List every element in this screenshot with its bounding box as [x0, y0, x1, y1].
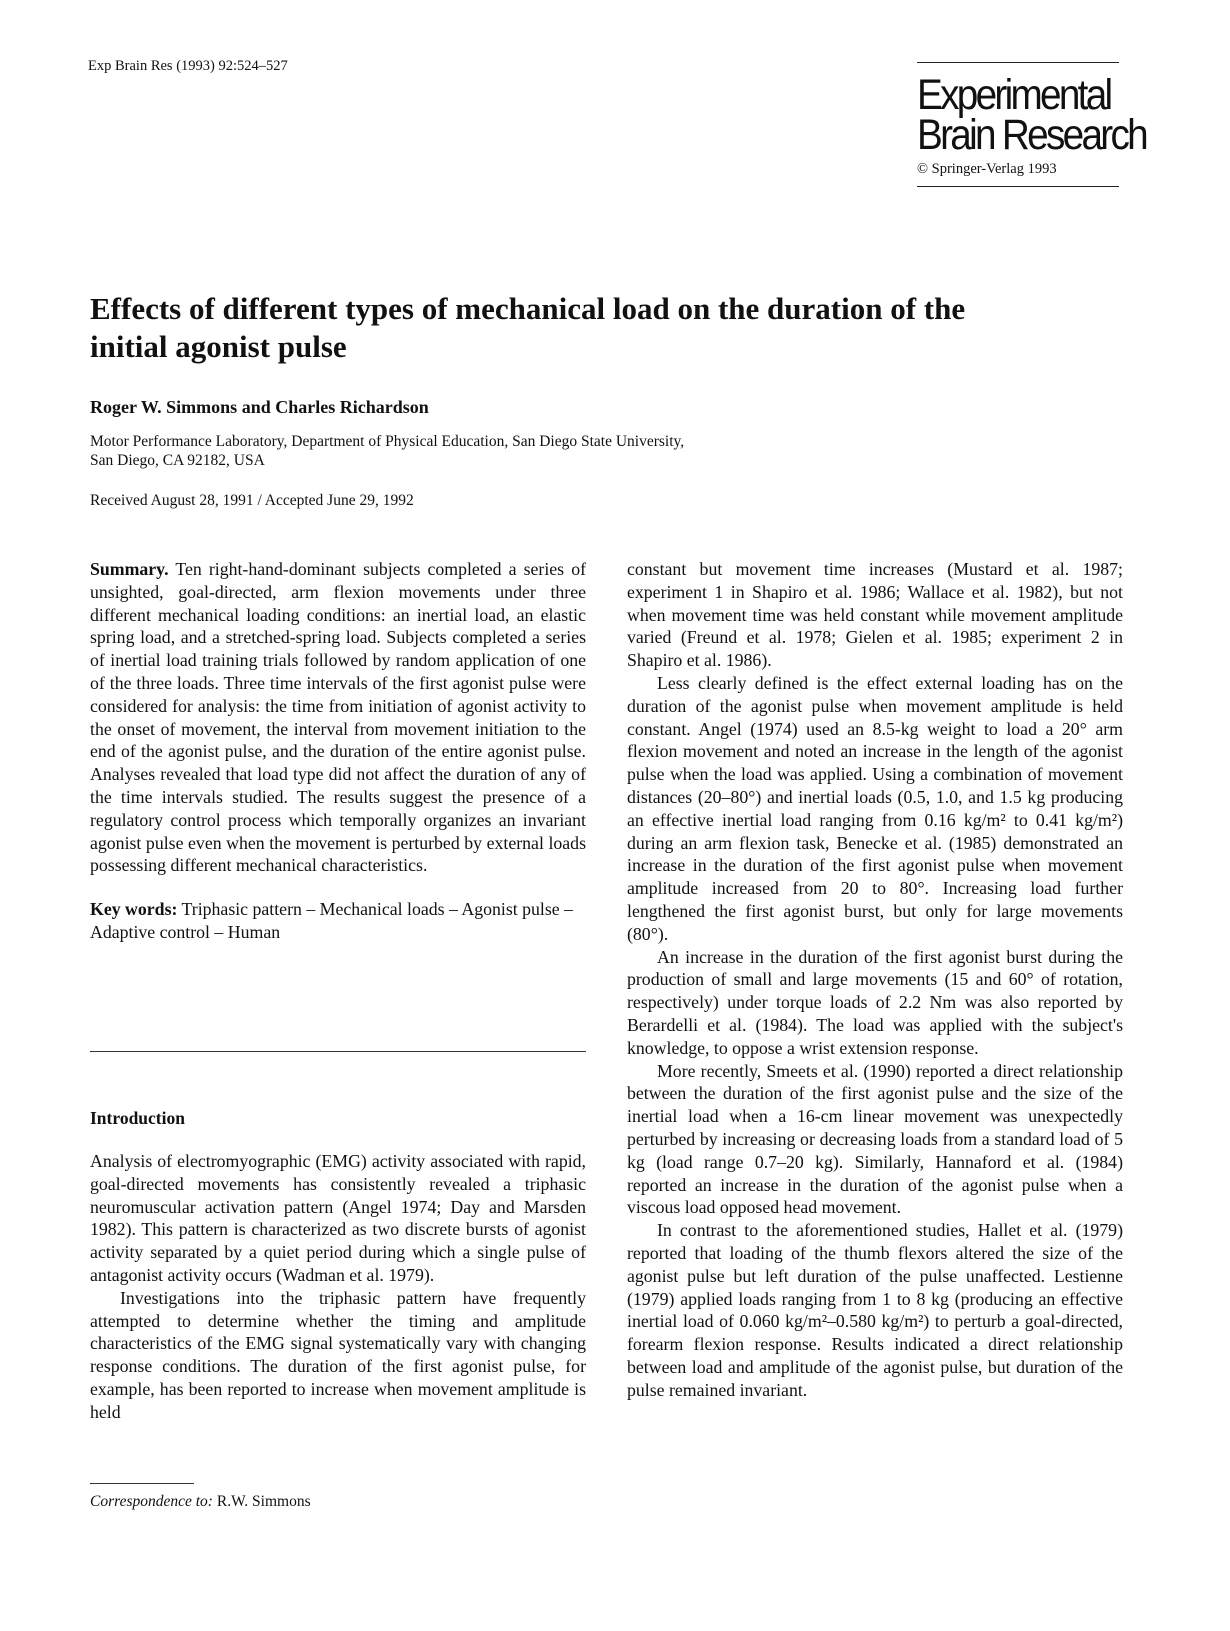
intro-paragraph-1: Analysis of electromyographic (EMG) activity associated with rapid, goal-directed movements has consistently revealed a triphasic neuromuscular activation pattern (Angel 1974; Day and Marsden 1982). This pattern is characterized as two discrete bursts of agonist activity separated by a quiet period during which a single pulse of antagonist activity occurs (Wadman et al. 1979). [90, 1151, 586, 1285]
affiliation [90, 432, 850, 470]
right-paragraph-5: In contrast to the aforementioned studies, Hallet et al. (1979) reported that loading of the thumb flexors altered the size of the agonist pulse but left duration of the pulse unaffected. Lestienne (1979) applied loads ranging from 1 to 8 kg (producing an effective inertial load of 0.060 kg/m²–0.580 kg/m²) to perturb a goal-directed, forearm flexion response. Results indicated a direct relationship between load and amplitude of the agonist pulse, but duration of the pulse remained invariant. [627, 1220, 1123, 1400]
journal-name-line1: Experimental [917, 71, 1111, 119]
keywords-label: Key words: [90, 899, 178, 920]
received-dates: Received August 28, 1991 / Accepted June 29, 1992 [90, 492, 414, 509]
article-title: Effects of different types of mechanical load on the duration of the initial agonist pulse [90, 291, 966, 364]
logo-top-rule [917, 62, 1119, 63]
intro-paragraph-2: Investigations into the triphasic pattern have frequently attempted to determine whether the timing and amplitude characteristics of the EMG signal systematically vary with changing response conditions. The duration of the first agonist pulse, for example, has been reported to increase when movement amplitude is held [90, 1287, 586, 1422]
summary [90, 558, 586, 877]
affiliation-line1: Motor Performance Laboratory, Department of Physical Education, San Diego State University, [90, 433, 685, 450]
affiliation-line2: San Diego, CA 92182, USA [90, 452, 265, 469]
journal-logo [917, 62, 1146, 187]
right-column [627, 558, 1123, 1401]
introduction-body [90, 1150, 586, 1424]
keywords-text: Triphasic pattern – Mechanical loads – Agonist pulse – Adaptive control – Human [90, 899, 574, 942]
logo-bottom-rule [917, 186, 1119, 187]
correspondence-label: Correspondence to: [90, 1493, 213, 1510]
right-paragraph-4: More recently, Smeets et al. (1990) reported a direct relationship between the duration of the first agonist pulse and the size of the inertial load when a 16-cm linear movement was unexpectedly perturbed by increasing or decreasing loads from a standard load of 5 kg (load range 0.7–20 kg). Similarly, Hannaford et al. (1984) reported an increase in the duration of the agonist pulse when a viscous load opposed head movement. [627, 1060, 1123, 1218]
right-paragraph-2: Less clearly defined is the effect external loading has on the duration of the agonist pulse when movement amplitude is held constant. Angel (1974) used an 8.5-kg weight to load a 20° arm flexion movement and noted an increase in the length of the agonist pulse when the load was applied. Using a combination of movement distances (20–80°) and inertial loads (0.5, 1.0, and 1.5 kg producing an effective inertial load ranging from 0.16 kg/m² to 0.41 kg/m²) during an arm flexion task, Benecke et al. (1985) demonstrated an increase in the duration of the first agonist pulse when movement amplitude increased from 20 to 80°. Increasing load further lengthened the first agonist burst, but only for large movements (80°). [627, 672, 1123, 944]
summary-text: Ten right-hand-dominant subjects completed a series of unsighted, goal-directed, arm flexion movements under three different mechanical loading conditions: an inertial load, an elastic spring load, and a stretched-spring load. Subjects completed a series of inertial load training trials followed by random application of one of the three loads. Three time intervals of the first agonist pulse were considered for analysis: the time from initiation of agonist activity to the onset of movement, the interval from movement initiation to the end of the agonist pulse, and the duration of the entire agonist pulse. Analyses revealed that load type did not affect the duration of any of the time intervals studied. The results suggest the presence of a regulatory control process which temporally organizes an invariant agonist pulse even when the movement is perturbed by external loads possessing different mechanical characteristics. [90, 559, 587, 876]
correspondence-name: R.W. Simmons [216, 1493, 311, 1510]
correspondence-footnote [90, 1493, 311, 1511]
journal-name-line2: Brain Research [917, 111, 1146, 159]
right-paragraph-1: constant but movement time increases (Mustard et al. 1987; experiment 1 in Shapiro et al. 1986; Wallace et al. 1982), but not when movement time was held constant while movement amplitude varied (Freund et al. 1978; Gielen et al. 1985; experiment 2 in Shapiro et al. 1986). [627, 559, 1123, 671]
footnote-rule [90, 1483, 194, 1484]
section-divider [90, 1051, 586, 1052]
left-column [90, 558, 586, 944]
summary-label: Summary. [90, 559, 169, 579]
keywords [90, 898, 586, 944]
copyright: © Springer-Verlag 1993 [917, 161, 1057, 177]
authors: Roger W. Simmons and Charles Richardson [90, 397, 429, 417]
journal-citation: Exp Brain Res (1993) 92:524–527 [88, 58, 288, 74]
right-paragraph-3: An increase in the duration of the first agonist burst during the production of small and large movements (15 and 60° of rotation, respectively) under torque loads of 2.2 Nm was also reported by Berardelli et al. (1984). The load was applied with the subject's knowledge, to oppose a wrist extension response. [627, 946, 1123, 1058]
introduction-heading: Introduction [90, 1108, 185, 1128]
